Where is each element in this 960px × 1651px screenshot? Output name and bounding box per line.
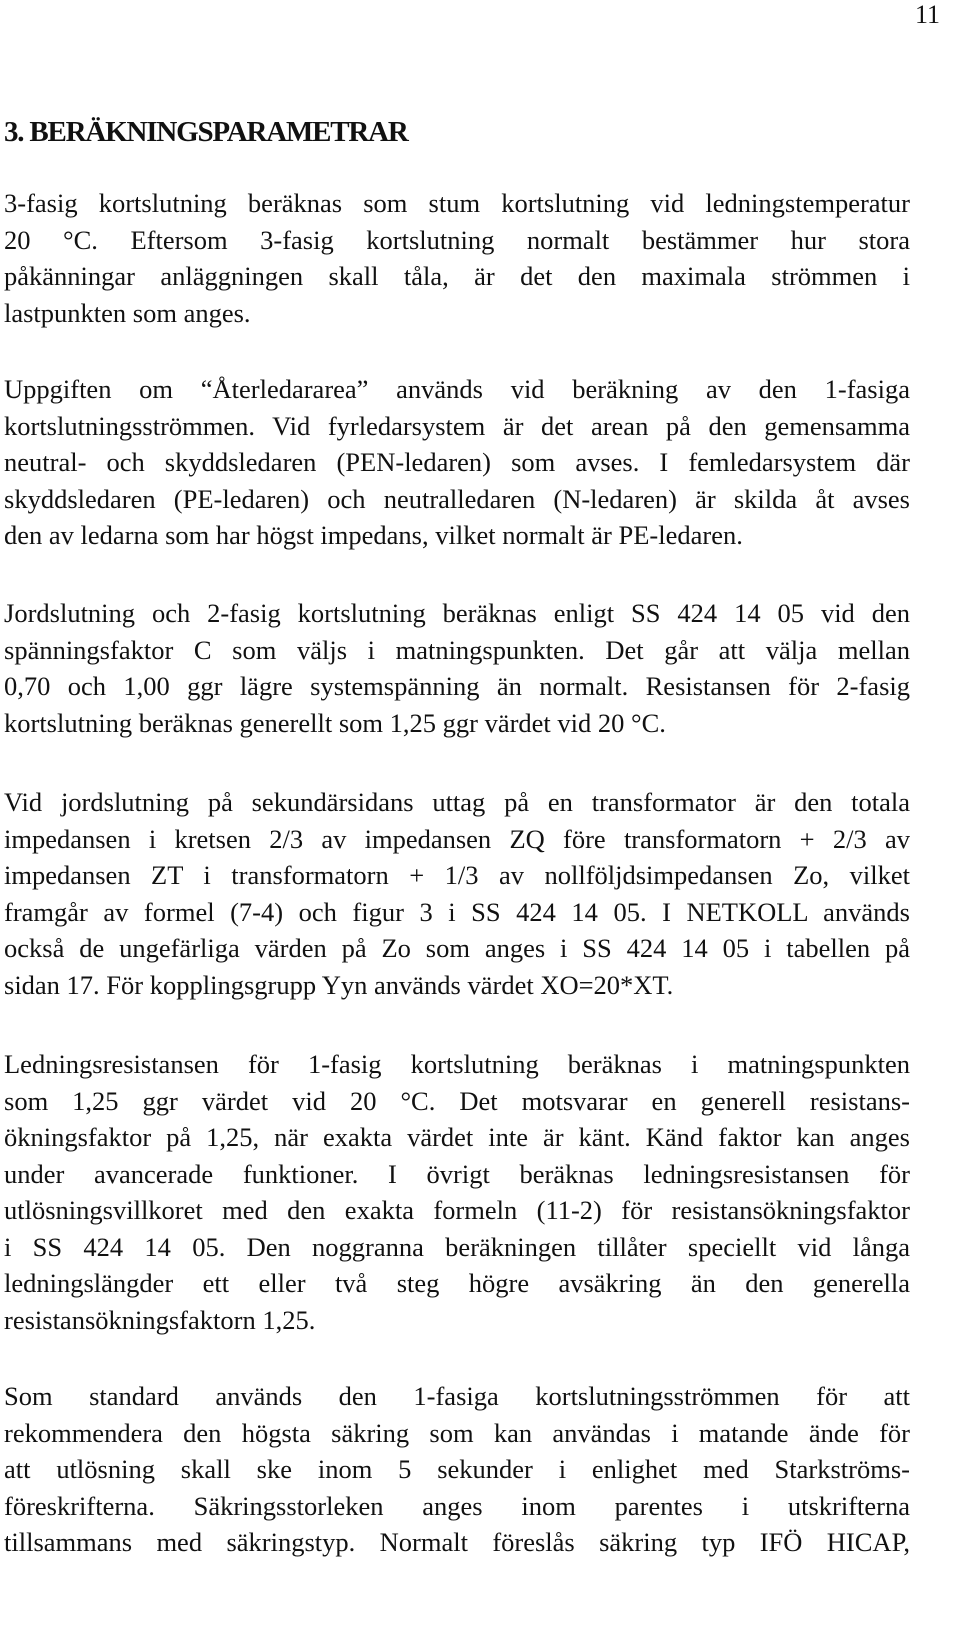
text-line: spänningsfaktor C som väljs i matningspunkten. Det går att välja mellan — [4, 634, 910, 665]
text-line: Som standard används den 1-fasiga kortslutningsströmmen för att — [4, 1381, 910, 1411]
text-line: i SS 424 14 05. Den noggranna beräkningen tillåter speciellt vid långa — [4, 1231, 910, 1262]
text-line: framgår av formel (7-4) och figur 3 i SS 424 14 05. I NETKOLL används — [4, 896, 910, 927]
text-line: impedansen i kretsen 2/3 av impedansen ZQ före transformatorn + 2/3 av — [4, 823, 910, 854]
text-line: också de ungefärliga värden på Zo som anges i SS 424 14 05 i tabellen på — [4, 933, 910, 963]
text-line: att utlösning skall ske inom 5 sekunder i enlighet med Starkströms- — [4, 1454, 910, 1484]
text-line: sidan 17. För kopplingsgrupp Yyn används värdet XO=20*XT. — [4, 969, 674, 1000]
text-line: Vid jordslutning på sekundärsidans uttag på en transformator är den totala — [4, 787, 910, 817]
section-heading: 3. BERÄKNINGSPARAMETRAR — [4, 116, 408, 148]
text-line: lastpunkten som anges. — [4, 297, 251, 328]
text-line: neutral- och skyddsledaren (PEN-ledaren) som avses. I femledarsystem där — [4, 447, 910, 477]
text-line: kortslutningsströmmen. Vid fyrledarsystem är det arean på den gemensamma — [4, 410, 910, 441]
paragraph-jordslutning — [4, 595, 910, 741]
paragraph-kortslutning-3fas — [4, 185, 910, 331]
text-line: som 1,25 ggr värdet vid 20 °C. Det motsvarar en generell resistans- — [4, 1085, 910, 1116]
text-line: ledningslängder ett eller två steg högre avsäkring än den generella — [4, 1268, 910, 1298]
text-line: impedansen ZT i transformatorn + 1/3 av nollföljdsimpedansen Zo, vilket — [4, 860, 910, 890]
paragraph-aterledararea — [4, 371, 910, 554]
text-line: 3-fasig kortslutning beräknas som stum kortslutning vid ledningstemperatur — [4, 188, 910, 218]
text-line: kortslutning beräknas generellt som 1,25 ggr värdet vid 20 °C. — [4, 707, 666, 738]
text-line: Uppgiften om “Återledararea” används vid beräkning av den 1-fasiga — [4, 374, 910, 404]
text-line: rekommendera den högsta säkring som kan användas i matande ände för — [4, 1417, 910, 1448]
text-line: utlösningsvillkoret med den exakta formeln (11-2) för resistansökningsfaktor — [4, 1195, 910, 1225]
text-line: ökningsfaktor på 1,25, när exakta värdet inte är känt. Känd faktor kan anges — [4, 1122, 910, 1152]
page-number: 11 — [914, 0, 940, 29]
text-line: under avancerade funktioner. I övrigt beräknas ledningsresistansen för — [4, 1158, 910, 1189]
paragraph-standard-sakring — [4, 1378, 910, 1561]
paragraph-sekundarsida — [4, 784, 910, 1003]
text-line: tillsammans med säkringstyp. Normalt föreslås säkring typ IFÖ HICAP, — [4, 1527, 910, 1557]
text-line: 20 °C. Eftersom 3-fasig kortslutning normalt bestämmer hur stora — [4, 224, 910, 255]
paragraph-ledningsresistans — [4, 1046, 910, 1338]
text-line: Jordslutning och 2-fasig kortslutning beräknas enligt SS 424 14 05 vid den — [4, 598, 910, 628]
text-line: föreskrifterna. Säkringsstorleken anges inom parentes i utskrifterna — [4, 1490, 910, 1521]
text-line: påkänningar anläggningen skall tåla, är det den maximala strömmen i — [4, 261, 910, 291]
text-line: skyddsledaren (PE-ledaren) och neutralledaren (N-ledaren) är skilda åt avses — [4, 483, 910, 514]
text-line: resistansökningsfaktorn 1,25. — [4, 1304, 316, 1335]
text-line: 0,70 och 1,00 ggr lägre systemspänning än normalt. Resistansen för 2-fasig — [4, 671, 910, 701]
text-line: den av ledarna som har högst impedans, vilket normalt är PE-ledaren. — [4, 520, 743, 550]
text-line: Ledningsresistansen för 1-fasig kortslutning beräknas i matningspunkten — [4, 1049, 910, 1079]
